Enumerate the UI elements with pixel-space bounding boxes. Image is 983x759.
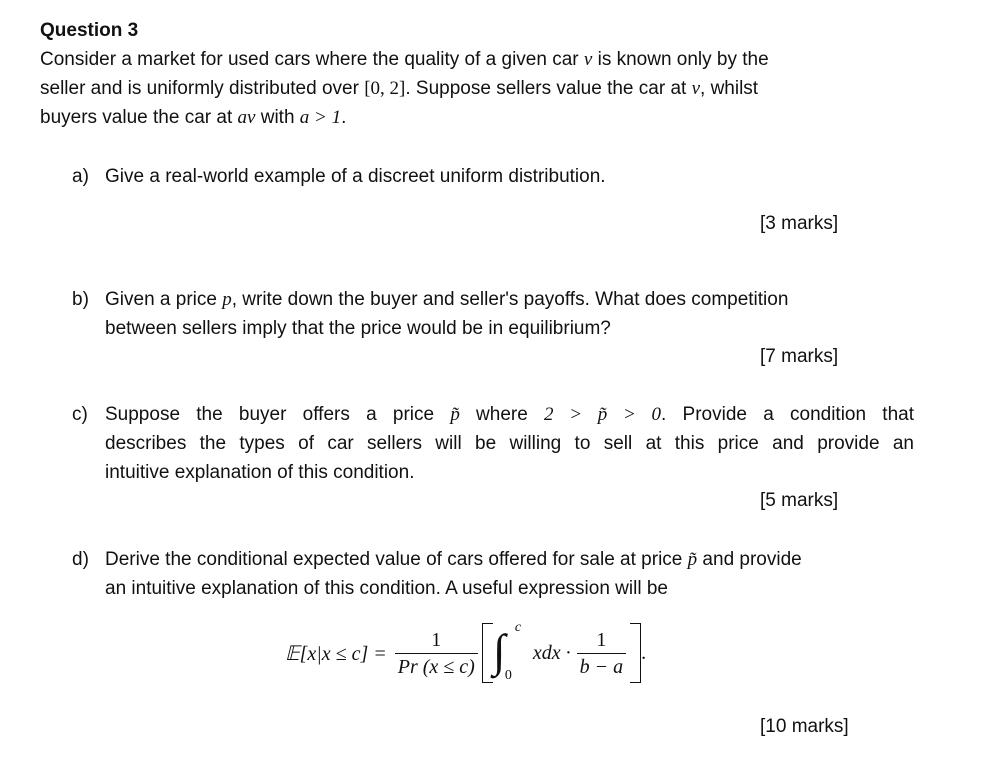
formula-fraction-denominator: b − a (579, 655, 624, 678)
part-b-text: Given a price (105, 289, 223, 310)
formula-fraction-numerator: 1 (395, 627, 478, 654)
math-v: v (691, 78, 701, 99)
part-d-text: Derive the conditional expected value of cars offered for sale at price (105, 549, 688, 570)
math-v: v (583, 49, 593, 70)
formula-fraction-range (577, 627, 627, 680)
part-d-marks: [10 marks] (760, 716, 849, 737)
intro-line-1 (40, 49, 769, 71)
formula-fraction-numerator: 1 (577, 627, 627, 654)
question-title: Question 3 (40, 20, 139, 41)
intro-text: is known only by the (592, 49, 769, 70)
part-b-label: b) (72, 289, 89, 310)
formula-end: . (641, 641, 647, 664)
part-a-marks: [3 marks] (760, 213, 839, 234)
part-a-text: Give a real-world example of a discreet uniform distribution. (105, 166, 606, 187)
formula-lhs: 𝔼[x|x ≤ c] = (285, 642, 387, 665)
part-c-text: Suppose the buyer offers a price (105, 404, 451, 425)
math-condition: a > 1 (299, 107, 342, 128)
conditional-expectation-formula (285, 620, 646, 686)
intro-text: buyers value the car at (40, 107, 238, 128)
math-interval: [0, 2] (364, 78, 406, 99)
math-inequality: 2 > p̃ > 0 (544, 404, 662, 425)
intro-text: Consider a market for used cars where the quality of a given car (40, 49, 584, 70)
part-c-line-3: intuitive explanation of this condition. (105, 462, 415, 483)
part-b-text: , write down the buyer and seller's payoffs. What does competition (231, 289, 789, 310)
math-p-tilde: p̃ (450, 404, 460, 425)
intro-text: seller and is uniformly distributed over (40, 78, 365, 99)
part-b-marks: [7 marks] (760, 346, 839, 367)
formula-fraction-probability (395, 627, 478, 680)
formula-fraction-denominator: Pr (x ≤ c) (397, 655, 475, 678)
part-d-line-1 (105, 549, 802, 571)
part-d-text: and provide (697, 549, 802, 570)
part-a-label: a) (72, 166, 89, 187)
integral-sign-icon: ∫ (492, 625, 506, 676)
integral-lower-limit: 0 (504, 668, 512, 683)
math-p-tilde: p̃ (687, 549, 698, 570)
part-b-line-1 (105, 289, 788, 311)
part-b-line-2: between sellers imply that the price would be in equilibrium? (105, 318, 611, 339)
intro-text: . (341, 107, 347, 128)
intro-line-3 (40, 107, 346, 129)
intro-text: with (255, 107, 300, 128)
intro-line-2 (40, 78, 758, 100)
intro-text: , whilst (700, 78, 759, 99)
math-p: p (222, 289, 232, 310)
part-d-label: d) (72, 549, 89, 570)
formula-bracket-left (482, 623, 493, 683)
part-c-label: c) (72, 404, 88, 425)
part-c-text: . Provide a condition that (661, 404, 914, 425)
math-av: av (237, 107, 256, 128)
part-c-line-1 (105, 404, 914, 426)
formula-integral (492, 620, 527, 683)
part-c-line-2: describes the types of car sellers will be willing to sell at this price and provide an (105, 433, 914, 454)
formula-integrand: xdx · (532, 641, 571, 664)
part-c-text: where (459, 404, 545, 425)
part-c-marks: [5 marks] (760, 490, 839, 511)
intro-text: . Suppose sellers value the car at (405, 78, 692, 99)
integral-upper-limit: c (514, 620, 522, 635)
formula-bracket-right (630, 623, 641, 683)
part-d-line-2: an intuitive explanation of this condition. A useful expression will be (105, 578, 668, 599)
